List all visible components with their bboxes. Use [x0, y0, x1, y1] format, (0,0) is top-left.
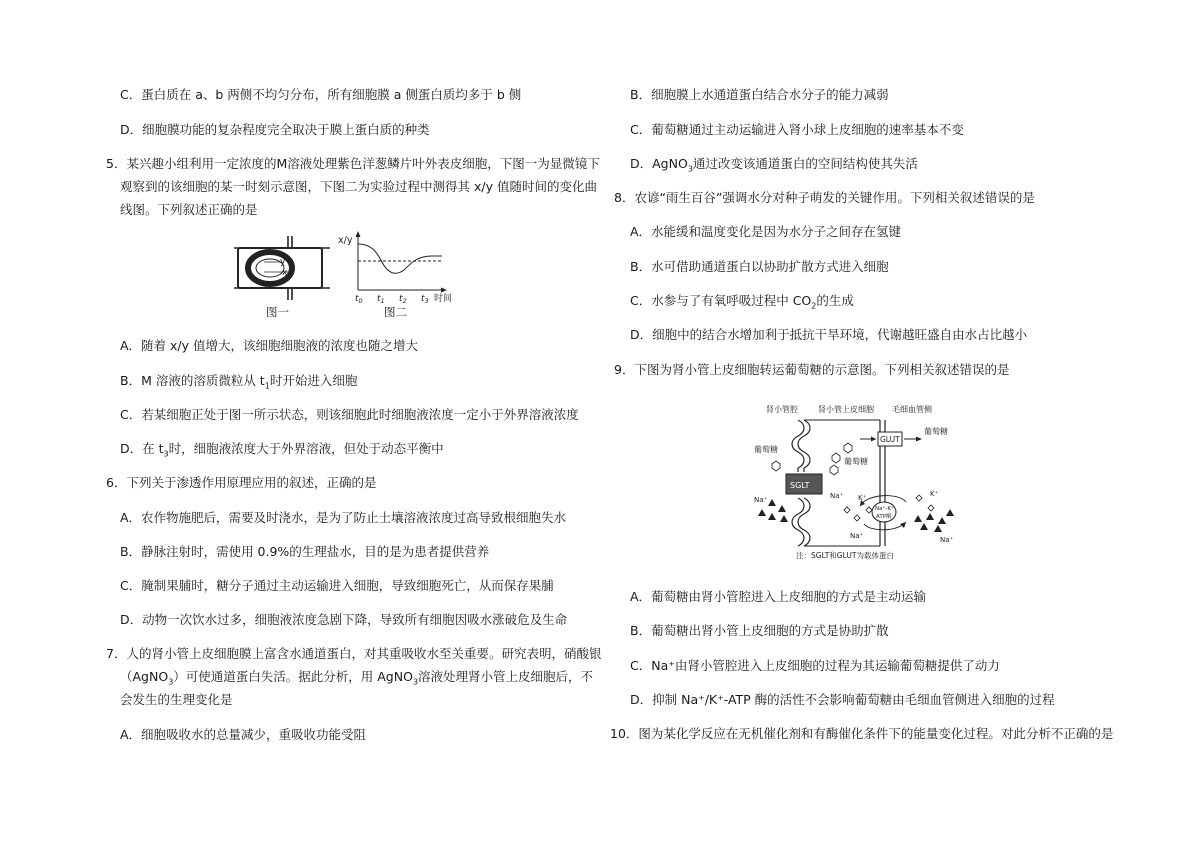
q5-figure1-caption: 图一	[266, 305, 289, 319]
fig2-tick-t3: $t_3$	[421, 294, 429, 304]
fig-label-capillary: 毛细血管侧	[892, 405, 932, 414]
q5-figure2-caption: 图二	[384, 305, 407, 319]
fig-glucose-lumen: 葡萄糖	[754, 445, 778, 454]
fig2-tick-t2: $t_2$	[399, 294, 407, 304]
fig-label-lumen: 肾小管腔	[766, 405, 798, 414]
q5-option-b: B．M 溶液的溶质微粒从 $t_1$时开始进入细胞	[120, 373, 358, 391]
q6-option-a: A．农作物施肥后，需要及时浇水，是为了防止土壤溶液浓度过高导致根细胞失水	[120, 510, 567, 525]
q7-option-b: B．细胞膜上水通道蛋白结合水分子的能力减弱	[630, 87, 889, 102]
fig1-label-y: y	[280, 257, 286, 267]
q8-option-a: A．水能缓和温度变化是因为水分子之间存在氢键	[630, 224, 902, 239]
fig-note: 注：SGLT和GLUT为载体蛋白	[796, 551, 894, 560]
q8-option-b: B．水可借助通道蛋白以协助扩散方式进入细胞	[630, 259, 889, 274]
q9-option-a: A．葡萄糖由肾小管腔进入上皮细胞的方式是主动运输	[630, 589, 927, 604]
q6-stem: 6．下列关于渗透作用原理应用的叙述，正确的是	[106, 475, 377, 490]
q6-option-d: D．动物一次饮水过多，细胞液浓度急剧下降，导致所有细胞因吸水涨破危及生命	[120, 612, 568, 627]
fig-k-cell: K⁺	[858, 494, 867, 502]
fig-glucose-capillary: 葡萄糖	[924, 427, 948, 436]
q5-figure2-curve	[332, 228, 460, 304]
q7-option-d: D．AgNO$_3$通过改变该通道蛋白的空间结构使其失活	[630, 156, 918, 174]
sglt-label: SGLT	[790, 481, 810, 490]
fig-na-capillary: Na⁺	[940, 536, 954, 544]
q7-stem-line1: 7．人的肾小管上皮细胞膜上富含水通道蛋白，对其重吸收水至关重要。研究表明，硝酸银	[106, 646, 602, 661]
q9-option-b: B．葡萄糖出肾小管上皮细胞的方式是协助扩散	[630, 623, 889, 638]
q5-stem-line1: 5．某兴趣小组利用一定浓度的M溶液处理紫色洋葱鳞片叶外表皮细胞，下图一为显微镜下	[106, 156, 600, 171]
q7-option-c: C．葡萄糖通过主动运输进入肾小球上皮细胞的速率基本不变	[630, 122, 964, 137]
fig-na-lumen: Na⁺	[754, 496, 768, 504]
fig-na-pump: Na⁺	[850, 532, 864, 540]
fig-k-capillary: K⁺	[930, 490, 939, 498]
fig2-ylabel: x/y	[338, 235, 353, 246]
q7-option-a: A．细胞吸收水的总量减少，重吸收功能受阻	[120, 727, 367, 742]
q8-option-c: C．水参与了有氧呼吸过程中 $CO_2$的生成	[630, 293, 854, 311]
fig-na-cell: Na⁺	[830, 492, 844, 500]
q5-stem-line2: 观察到的该细胞的某一时刻示意图，下图二为实验过程中测得其 x/y 值随时间的变化曲	[120, 179, 597, 194]
q9-option-c: C．Na⁺由肾小管腔进入上皮细胞的过程为其运输葡萄糖提供了动力	[630, 658, 1000, 673]
q8-stem: 8．农谚“雨生百谷”强调水分对种子萌发的关键作用。下列相关叙述错误的是	[614, 190, 1035, 205]
q9-transport-diagram	[748, 398, 984, 562]
fig-glucose-cell: 葡萄糖	[844, 457, 868, 466]
q6-option-b: B．静脉注射时，需使用 0.9%的生理盐水，目的是为患者提供营养	[120, 544, 490, 559]
q9-stem: 9．下图为肾小管上皮细胞转运葡萄糖的示意图。下列相关叙述错误的是	[614, 362, 1010, 377]
q7-stem-line3: 会发生的生理变化是	[120, 692, 233, 707]
q10-stem: 10．图为某化学反应在无机催化剂和有酶催化条件下的能量变化过程。对此分析不正确的是	[610, 726, 1114, 741]
q5-option-c: C．若某细胞正处于图一所示状态，则该细胞此时细胞液浓度一定小于外界溶液浓度	[120, 407, 579, 422]
pump-label-1: Na⁺-K⁺	[875, 506, 894, 512]
q5-figure1-cell-diagram	[234, 236, 334, 302]
fig2-tick-t0: $t_0$	[355, 294, 363, 304]
q9-option-d: D．抑制 Na⁺/K⁺-ATP 酶的活性不会影响葡萄糖由毛细血管侧进入细胞的过程	[630, 692, 1055, 707]
q5-option-d: D．在 $t_3$时，细胞液浓度大于外界溶液，但处于动态平衡中	[120, 441, 444, 459]
q5-option-a: A．随着 x/y 值增大，该细胞细胞液的浓度也随之增大	[120, 338, 419, 353]
fig2-curve-line	[358, 244, 442, 273]
q4-option-c: C．蛋白质在 a、b 两侧不均匀分布，所有细胞膜 a 侧蛋白质均多于 b 侧	[120, 87, 522, 102]
q5-stem-line3: 线图。下列叙述正确的是	[120, 202, 258, 217]
q8-option-d: D．细胞中的结合水增加利于抵抗干旱环境，代谢越旺盛自由水占比越小	[630, 327, 1028, 342]
q4-option-d: D．细胞膜功能的复杂程度完全取决于膜上蛋白质的种类	[120, 122, 430, 137]
pump-label-2: ATP酶	[876, 514, 892, 520]
q7-stem-line2: （AgNO$_3$）可使通道蛋白失活。据此分析，用 AgNO$_3$溶液处理肾小管上皮细胞后，不	[120, 669, 594, 687]
glut-label: GLUT	[880, 435, 900, 444]
fig-label-cell: 肾小管上皮细胞	[818, 405, 874, 414]
fig2-xlabel: 时间	[434, 294, 453, 304]
q6-option-c: C．腌制果脯时，糖分子通过主动运输进入细胞，导致细胞死亡，从而保存果脯	[120, 578, 554, 593]
fig2-tick-t1: $t_1$	[377, 294, 385, 304]
fig1-label-x: x	[282, 268, 288, 278]
